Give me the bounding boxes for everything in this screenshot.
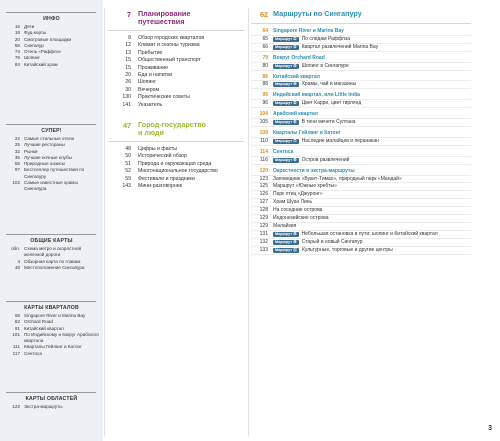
entry-title: По Индийскому и вокруг Арабского квартала bbox=[24, 331, 99, 344]
entry-text: Singapore River и Marina Bay bbox=[273, 28, 344, 34]
entry-text: Остров развлечений bbox=[301, 156, 350, 163]
entry-page-number: 86 bbox=[262, 73, 268, 80]
entry-title: Смотровые площадки bbox=[24, 36, 72, 42]
entry-text: Квартал развлечений Marina Bay bbox=[301, 43, 379, 50]
route-entry[interactable] bbox=[251, 183, 471, 191]
entry-page-number: 15 bbox=[125, 57, 131, 64]
route-entry[interactable] bbox=[251, 223, 471, 231]
routes-header-page[interactable]: 62 bbox=[260, 10, 268, 19]
entry-title: Обзор городских кварталов bbox=[138, 35, 205, 41]
route-badge: Маршрут ⑦ bbox=[275, 138, 297, 143]
entry-page-number: 13 bbox=[125, 49, 131, 56]
entry-page-number: 50 bbox=[125, 153, 131, 160]
entry-title: Китайский квартал bbox=[24, 325, 64, 331]
entry-title bbox=[273, 36, 471, 43]
route-entry[interactable] bbox=[251, 100, 471, 108]
entry-text: Индонезийские острова bbox=[273, 215, 329, 222]
toc-entry[interactable] bbox=[108, 168, 244, 175]
district-header[interactable] bbox=[251, 130, 471, 138]
entry-page-number: 125 bbox=[259, 183, 268, 190]
entry-text: Малайзия bbox=[273, 222, 297, 229]
sidebar-section-title: ОБЩИЕ КАРТЫ bbox=[30, 238, 73, 244]
entry-text: Небольшая остановка в пути: шопинг и Китайский квартал bbox=[301, 230, 438, 237]
route-entry[interactable] bbox=[251, 231, 471, 239]
chapter-page-number: 47 bbox=[123, 121, 131, 131]
entry-page-number: 56 bbox=[14, 42, 20, 48]
entry-page-number: 102 bbox=[12, 180, 20, 186]
divider bbox=[6, 301, 96, 302]
entry-title: Мини-разговорник bbox=[138, 183, 182, 190]
toc-entry[interactable] bbox=[108, 72, 244, 79]
entry-text: Наследие малайцев и перанакан bbox=[301, 137, 379, 144]
entry-title bbox=[273, 176, 471, 183]
entry-page-number: 52 bbox=[125, 168, 131, 175]
entry-title: Отель «Раффлз» bbox=[24, 49, 62, 55]
entry-title: Природа и окружающая среда bbox=[138, 160, 212, 167]
entry-title bbox=[273, 44, 471, 51]
route-entry[interactable] bbox=[251, 119, 471, 127]
sidebar-entry[interactable] bbox=[0, 180, 103, 193]
entry-page-number: 22 bbox=[14, 136, 20, 141]
entry-title bbox=[273, 157, 471, 164]
entry-page-number: 123 bbox=[259, 175, 268, 182]
sidebar-section bbox=[0, 124, 103, 193]
entry-text: Окрестности и экстра-маршруты bbox=[273, 167, 355, 174]
entry-page-number: 122 bbox=[12, 404, 20, 409]
entry-page-number: 114 bbox=[259, 148, 268, 155]
toc-entry[interactable] bbox=[108, 94, 244, 101]
entry-title: Фуд-корты bbox=[24, 30, 47, 36]
entry-text: Парк птиц «Джуронг» bbox=[273, 191, 323, 198]
route-entry[interactable] bbox=[251, 207, 471, 215]
entry-page-number: 51 bbox=[125, 160, 131, 167]
sidebar-entry[interactable] bbox=[0, 351, 103, 357]
entry-page-number: 64 bbox=[262, 28, 268, 34]
entry-text: Кварталы Гейланг и Катонг bbox=[273, 129, 341, 136]
entry-page-number: 101 bbox=[12, 331, 20, 337]
district-header[interactable] bbox=[251, 111, 471, 119]
entry-page-number: 82 bbox=[14, 319, 20, 325]
entry-title bbox=[273, 223, 471, 230]
chapter-section bbox=[108, 121, 244, 190]
entry-title bbox=[273, 119, 471, 126]
entry-page-number: 143 bbox=[122, 183, 131, 190]
entry-text: В тени мечети Султана bbox=[301, 119, 356, 126]
sidebar-entry[interactable] bbox=[0, 62, 103, 68]
entry-title bbox=[273, 239, 471, 246]
entry-title: Обзорная карта по главам bbox=[24, 258, 81, 264]
toc-entry[interactable] bbox=[108, 65, 244, 72]
entry-text: Индийский квартал, или Little India bbox=[273, 92, 360, 99]
sidebar-section bbox=[0, 301, 103, 357]
entry-title: Еда и напитки bbox=[138, 72, 173, 79]
route-entry[interactable] bbox=[251, 247, 471, 255]
entry-page-number: 16 bbox=[14, 24, 20, 29]
entry-page-number: 76 bbox=[14, 55, 20, 61]
toc-entry[interactable] bbox=[108, 79, 244, 86]
entry-title: Цифры и факты bbox=[138, 146, 177, 153]
entry-text: Шопинг в Сингапуре bbox=[301, 62, 349, 69]
route-entry[interactable] bbox=[251, 138, 471, 146]
entry-page-number: 97 bbox=[14, 167, 20, 173]
routes-header bbox=[251, 10, 471, 24]
toc-entry[interactable] bbox=[108, 153, 244, 160]
entry-title: Природные оазисы bbox=[24, 161, 66, 167]
entry-title bbox=[273, 92, 471, 99]
entry-page-number: 20 bbox=[14, 36, 20, 42]
entry-title bbox=[273, 191, 471, 198]
entry-page-number: 88 bbox=[262, 81, 268, 88]
entry-text: Вокруг Orchard Road bbox=[273, 54, 325, 61]
entry-page-number: 20 bbox=[125, 72, 131, 79]
entry-page-number: 59 bbox=[125, 175, 131, 182]
entry-page-number: 133 bbox=[259, 246, 268, 253]
entry-title: Лучшие ночные клубы bbox=[24, 154, 72, 160]
entry-title: Кварталы Гейланг и Катонг bbox=[24, 344, 82, 350]
entry-title: Вечером bbox=[138, 86, 160, 93]
entry-title: Экстра-маршруты bbox=[24, 404, 63, 409]
entry-title: Исторический обзор bbox=[138, 153, 187, 160]
entry-page-number: 95 bbox=[262, 92, 268, 99]
entry-title bbox=[273, 74, 471, 81]
sidebar-entry[interactable] bbox=[0, 332, 103, 345]
entry-page-number: 109 bbox=[259, 129, 268, 136]
district-header[interactable] bbox=[251, 28, 471, 36]
toc-entry[interactable] bbox=[108, 57, 244, 64]
divider bbox=[6, 392, 96, 393]
entry-title bbox=[273, 100, 471, 107]
entry-title: Рынки bbox=[24, 148, 38, 154]
chapter-header[interactable] bbox=[108, 10, 244, 31]
entry-title: Фестивали и праздники bbox=[138, 175, 195, 182]
entry-text: Культурные, торговые и другие центры bbox=[301, 246, 393, 253]
entry-title: Схема метро и скоростной железной дороги bbox=[24, 246, 82, 258]
entry-title: Прибытие bbox=[138, 49, 163, 56]
sidebar-entry[interactable] bbox=[0, 265, 103, 271]
entry-title bbox=[273, 81, 471, 88]
entry-title bbox=[273, 63, 471, 70]
entry-page-number: 35 bbox=[14, 154, 20, 160]
entry-text: Заповедник «Букит-Тимах», природный парк «Мандай» bbox=[273, 175, 402, 182]
route-entry[interactable] bbox=[251, 199, 471, 207]
entry-page-number: 96 bbox=[262, 100, 268, 107]
route-entry[interactable] bbox=[251, 157, 471, 165]
entry-page-number: 25 bbox=[14, 142, 20, 148]
district-header[interactable] bbox=[251, 168, 471, 176]
entry-title: Самые стильные отели bbox=[24, 136, 75, 141]
route-entry[interactable] bbox=[251, 215, 471, 223]
district-header[interactable] bbox=[251, 55, 471, 63]
entry-text: Цвет Карри, цвет гирлянд bbox=[301, 100, 362, 107]
entry-title: Сентоса bbox=[24, 350, 42, 356]
routes-list bbox=[251, 28, 471, 255]
entry-title: Самые известные храмы Сингапура bbox=[24, 180, 78, 192]
toc-entry[interactable] bbox=[108, 161, 244, 168]
route-badge: Маршрут ⑩ bbox=[275, 239, 297, 244]
entry-page-number: 66 bbox=[262, 43, 268, 50]
entry-page-number: 65 bbox=[262, 35, 268, 42]
route-entry[interactable] bbox=[251, 239, 471, 247]
route-badge: Маршрут ③ bbox=[275, 63, 297, 68]
entry-text: Китайский квартал bbox=[273, 73, 320, 80]
entry-page-number: 131 bbox=[259, 230, 268, 237]
route-badge: Маршрут ⑨ bbox=[275, 231, 297, 236]
route-badge: Маршрут ⑤ bbox=[275, 101, 297, 106]
entry-title bbox=[273, 207, 471, 214]
toc-entry[interactable] bbox=[108, 176, 244, 183]
entry-text: Храм Шуан Линь bbox=[273, 199, 313, 206]
entry-title: Дети bbox=[24, 24, 35, 29]
divider bbox=[6, 124, 96, 125]
entry-page-number: 48 bbox=[14, 264, 20, 270]
entry-page-number: 32 bbox=[14, 148, 20, 154]
entry-page-number: 116 bbox=[260, 156, 268, 163]
entry-page-number: 68 bbox=[14, 313, 20, 318]
district-header[interactable] bbox=[251, 74, 471, 82]
entry-title: Практические советы bbox=[138, 94, 190, 101]
entry-title: Шопинг bbox=[138, 79, 157, 86]
sidebar-entry[interactable] bbox=[0, 246, 103, 259]
entry-title bbox=[273, 138, 471, 145]
route-badge: Маршрут ⑧ bbox=[275, 157, 297, 162]
toc-entry[interactable] bbox=[108, 35, 244, 42]
entry-title: Сингапур bbox=[24, 42, 44, 48]
column-divider bbox=[248, 8, 249, 436]
entry-title bbox=[273, 215, 471, 222]
entry-page-number: 18 bbox=[14, 30, 20, 36]
entry-title bbox=[273, 199, 471, 206]
entry-page-number: 120 bbox=[259, 167, 268, 174]
toc-entry[interactable] bbox=[108, 42, 244, 49]
entry-title bbox=[273, 183, 471, 190]
entry-page-number: 15 bbox=[125, 64, 131, 71]
entry-text: По следам Раффлза bbox=[301, 35, 350, 42]
entry-title bbox=[273, 149, 471, 156]
entry-title: Общественный транспорт bbox=[138, 57, 201, 64]
entry-title: Проживание bbox=[138, 64, 169, 71]
toc-entry[interactable] bbox=[108, 102, 244, 109]
entry-page-number: 55 bbox=[14, 161, 20, 167]
district-header[interactable] bbox=[251, 92, 471, 100]
page-number: 3 bbox=[488, 425, 492, 432]
route-entry[interactable] bbox=[251, 44, 471, 52]
divider bbox=[6, 12, 96, 13]
entry-title bbox=[273, 111, 471, 118]
entry-page-number: 12 bbox=[125, 42, 131, 49]
entry-page-number: 126 bbox=[259, 191, 268, 198]
entry-page-number: 141 bbox=[122, 101, 131, 108]
sidebar-entry[interactable] bbox=[0, 404, 103, 410]
chapter-header[interactable] bbox=[108, 121, 244, 142]
entry-page-number: 132 bbox=[259, 238, 268, 245]
entry-page-number: 128 bbox=[259, 207, 268, 214]
entry-text: Арабский квартал bbox=[273, 111, 318, 118]
entry-title bbox=[273, 28, 471, 35]
entry-page-number: 129 bbox=[259, 222, 268, 229]
entry-page-number: 104 bbox=[259, 111, 268, 118]
entry-page-number: 74 bbox=[14, 49, 20, 55]
entry-page-number: 111 bbox=[13, 344, 20, 350]
sidebar-section-title: СУПЕР! bbox=[41, 128, 62, 134]
sidebar-section-title: ИНФО bbox=[43, 16, 60, 22]
entry-page-number: обл. bbox=[11, 246, 20, 251]
entry-title: Многонациональное государство bbox=[138, 168, 218, 175]
toc-entry[interactable] bbox=[108, 87, 244, 94]
route-entry[interactable] bbox=[251, 36, 471, 44]
sidebar-entry[interactable] bbox=[0, 167, 103, 180]
entry-page-number: 48 bbox=[125, 146, 131, 153]
entry-title: Singapore River и Marina Bay bbox=[24, 313, 86, 318]
entry-title bbox=[273, 130, 471, 137]
entry-page-number: 105 bbox=[259, 119, 268, 126]
toc-entry[interactable] bbox=[108, 183, 244, 190]
entry-text: Маршрут «Южные хребты» bbox=[273, 183, 337, 190]
entry-title: Шопинг bbox=[24, 55, 41, 61]
entry-title: Местоположение Сингапура bbox=[24, 264, 85, 270]
chapter-title: Планирование путешествия bbox=[138, 9, 191, 26]
contents-column-planning bbox=[108, 10, 244, 191]
entry-page-number: 117 bbox=[12, 350, 20, 356]
route-entry[interactable] bbox=[251, 63, 471, 71]
route-badge: Маршрут ⑪ bbox=[275, 247, 297, 252]
entry-title bbox=[273, 55, 471, 62]
entry-page-number: 79 bbox=[262, 54, 268, 61]
column-divider bbox=[104, 8, 105, 436]
entry-page-number: 130 bbox=[122, 94, 131, 101]
entry-page-number: 4 bbox=[17, 258, 20, 264]
chapter-section bbox=[108, 10, 244, 109]
sidebar-section-title: КАРТЫ ОБЛАСТЕЙ bbox=[25, 396, 78, 402]
entry-page-number: 110 bbox=[260, 137, 268, 144]
district-header[interactable] bbox=[251, 149, 471, 157]
chapter-page-number: 7 bbox=[127, 10, 131, 19]
entry-title: Бестселлер путешествия по Сингапуру bbox=[24, 167, 85, 179]
routes-header-title[interactable]: Маршруты по Сингапуру bbox=[273, 9, 362, 18]
entry-title bbox=[273, 231, 471, 238]
chapter-title: Город-государство и люди bbox=[138, 120, 206, 138]
entry-text: Старый и новый Сингапур bbox=[301, 238, 363, 245]
contents-column-routes bbox=[251, 10, 471, 255]
entry-title: Климат и сезоны туризма bbox=[138, 42, 200, 49]
divider bbox=[6, 234, 96, 235]
route-badge: Маршрут ⑥ bbox=[275, 120, 297, 125]
entry-title: Лучшие рестораны bbox=[24, 142, 65, 148]
entry-text: На соседние острова bbox=[273, 207, 323, 214]
entry-page-number: 127 bbox=[259, 199, 268, 206]
entry-title: Китайский храм bbox=[24, 61, 58, 67]
route-badge: Маршрут ② bbox=[275, 44, 297, 49]
route-entry[interactable] bbox=[251, 191, 471, 199]
entry-page-number: 91 bbox=[14, 325, 20, 331]
route-entry[interactable] bbox=[251, 176, 471, 184]
sidebar-section bbox=[0, 12, 103, 68]
entry-page-number: 30 bbox=[125, 86, 131, 93]
entry-page-number: 84 bbox=[14, 61, 20, 67]
entry-title: Указатель bbox=[138, 101, 163, 108]
entry-page-number: 26 bbox=[125, 79, 131, 86]
entry-text: Храмы, чай и магазины bbox=[301, 81, 357, 88]
sidebar-section bbox=[0, 234, 103, 271]
sidebar-section-title: КАРТЫ КВАРТАЛОВ bbox=[24, 305, 79, 311]
entry-text: Сентоса bbox=[273, 148, 294, 155]
route-badge: Маршрут ④ bbox=[275, 82, 297, 87]
entry-page-number: 129 bbox=[259, 215, 268, 222]
entry-page-number: 80 bbox=[262, 62, 268, 69]
entry-title: Orchard Road bbox=[24, 319, 53, 325]
entry-page-number: 8 bbox=[128, 35, 131, 41]
sidebar-section bbox=[0, 392, 103, 410]
route-entry[interactable] bbox=[251, 81, 471, 89]
entry-title bbox=[273, 247, 471, 254]
route-badge: Маршрут ① bbox=[275, 36, 297, 41]
entry-title bbox=[273, 168, 471, 175]
